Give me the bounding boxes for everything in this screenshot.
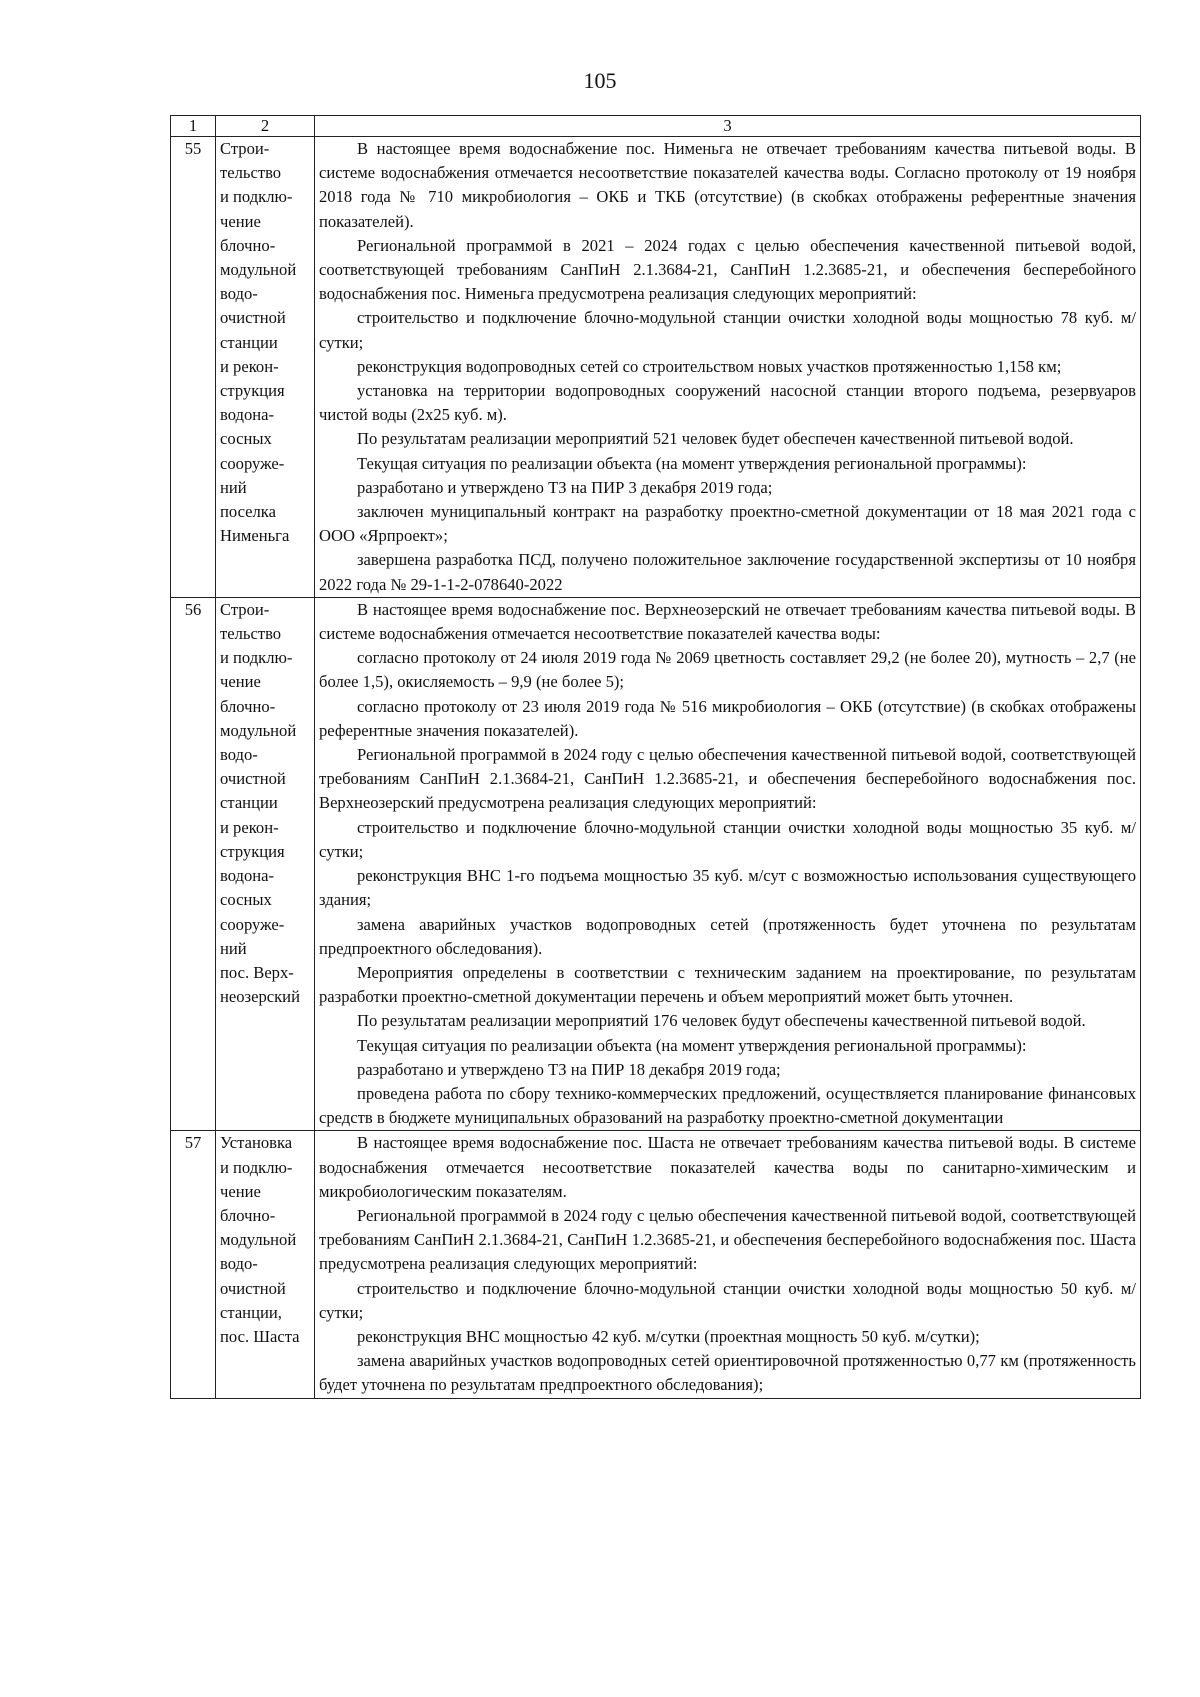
object-name-line: станции — [220, 793, 278, 813]
description-paragraph: разработано и утверждено ТЗ на ПИР 3 декабря 2019 года; — [357, 477, 773, 497]
object-name-line: струкция — [220, 381, 285, 401]
object-name-line: Установка — [220, 1133, 293, 1153]
table-row — [171, 597, 1141, 1130]
object-name-line: водо- — [220, 284, 258, 304]
object-name-line: и рекон- — [220, 356, 279, 376]
object-name — [216, 1131, 315, 1398]
object-name-line: водона- — [220, 866, 275, 886]
description-paragraph: строительство и подключение блочно-модульной станции очистки холодной воды мощностью 35 куб. м/сутки; — [319, 817, 1136, 861]
description — [315, 137, 1141, 598]
object-name-line: чение — [220, 211, 261, 231]
object-name-line: тельство — [220, 624, 282, 644]
header-col-2: 2 — [216, 116, 315, 137]
object-name-line: станции, — [220, 1302, 282, 1322]
description-paragraph: В настоящее время водоснабжение пос. Шаста не отвечает требованиям качества питьевой воды. В системе водоснабжения отмечается несоответствие показателей качества воды по санитарно-химическим и микробиологическим показателям. — [319, 1133, 1136, 1201]
object-name-line: водона- — [220, 405, 275, 425]
object-name-line: очистной — [220, 769, 286, 789]
table-header-row — [171, 116, 1141, 137]
object-name-line: Строи- — [220, 139, 270, 158]
object-name-line: Нименьга — [220, 526, 290, 546]
description-paragraph: разработано и утверждено ТЗ на ПИР 18 декабря 2019 года; — [357, 1059, 781, 1079]
object-name-line: сооруже- — [220, 453, 285, 473]
description-paragraph: замена аварийных участков водопроводных сетей ориентировочной протяженностью 0,77 км (протяженность будет уточнена по результатам предпроектного обследования); — [319, 1351, 1136, 1395]
object-name-line: чение — [220, 672, 261, 692]
description-paragraph: В настоящее время водоснабжение пос. Нименьга не отвечает требованиям качества питьевой воды. В системе водоснабжения отмечается несоответствие показателей качества воды. Согласно протоколу от 19 ноября 2018 года № 710 микробиология – ОКБ и ТКБ (отсутствие) (в скобках отображены референтные значения показателей). — [319, 139, 1136, 231]
object-name-line: и рекон- — [220, 817, 279, 837]
description-paragraph: строительство и подключение блочно-модульной станции очистки холодной воды мощностью 50 куб. м/сутки; — [319, 1278, 1136, 1322]
object-name-line: поселка — [220, 502, 276, 522]
description-paragraph: установка на территории водопроводных сооружений насосной станции второго подъема, резервуаров чистой воды (2x25 куб. м). — [319, 381, 1136, 425]
description-paragraph: проведена работа по сбору технико-коммерческих предложений, осуществляется планирование финансовых средств в бюджете муниципальных образований на разработку проектно-сметной документации — [319, 1083, 1136, 1128]
object-name-line: пос. Верх- — [220, 962, 294, 982]
description-paragraph: замена аварийных участков водопроводных сетей (протяженность будет уточнена по результатам предпроектного обследования). — [319, 914, 1136, 958]
row-number: 55 — [171, 137, 216, 598]
object-name-line: блочно- — [220, 1205, 276, 1225]
description-paragraph: В настоящее время водоснабжение пос. Верхнеозерский не отвечает требованиям качества питьевой воды. В системе водоснабжения отмечается несоответствие показателей качества воды: — [319, 599, 1136, 644]
object-name-line: водо- — [220, 745, 258, 765]
table-row — [171, 1131, 1141, 1398]
object-name-line: ний — [220, 477, 247, 497]
object-name-line: блочно- — [220, 235, 276, 255]
object-name-line: блочно- — [220, 696, 276, 716]
object-name-line: и подклю- — [220, 1157, 293, 1177]
table-row — [171, 137, 1141, 598]
description-paragraph: Региональной программой в 2024 году с целью обеспечения качественной питьевой водой, соответствующей требованиям СанПиН 2.1.3684-21, СанПиН 1.2.3685-21, и обеспечения бесперебойного водоснабжения пос. Верхнеозерский предусмотрена реализация следующих мероприятий: — [319, 745, 1136, 813]
description-paragraph: По результатам реализации мероприятий 521 человек будет обеспечен качественной питьевой водой. — [357, 429, 1074, 449]
object-name-line: водо- — [220, 1254, 258, 1274]
page-number: 105 — [583, 68, 617, 93]
description-paragraph: По результатам реализации мероприятий 176 человек будут обеспечены качественной питьевой водой. — [357, 1011, 1086, 1031]
object-name-line: очистной — [220, 308, 286, 328]
description-paragraph: Текущая ситуация по реализации объекта (на момент утверждения региональной программы): — [357, 1035, 1027, 1055]
object-name-line: модульной — [220, 720, 297, 740]
object-name-line: и подклю- — [220, 187, 293, 207]
object-name-line: чение — [220, 1181, 261, 1201]
description — [315, 597, 1141, 1130]
object-name-line: сосных — [220, 429, 272, 449]
object-name-line: сосных — [220, 890, 272, 910]
header-col-1: 1 — [171, 116, 216, 137]
description-paragraph: Региональной программой в 2024 году с целью обеспечения качественной питьевой водой, соответствующей требованиям СанПиН 2.1.3684-21, СанПиН 1.2.3685-21, и обеспечения бесперебойного водоснабжения пос. Шаста предусмотрена реализация следующих мероприятий: — [319, 1205, 1136, 1274]
description-paragraph: согласно протоколу от 24 июля 2019 года № 2069 цветность составляет 29,2 (не более 20), мутность – 2,7 (не более 1,5), окисляемость – 9,9 (не более 5); — [319, 648, 1136, 692]
description-paragraph: реконструкция водопроводных сетей со строительством новых участков протяженностью 1,158 км; — [357, 356, 1062, 376]
object-name-line: и подклю- — [220, 648, 293, 668]
row-number: 57 — [171, 1131, 216, 1398]
object-name-line: сооруже- — [220, 914, 285, 934]
description-paragraph: Региональной программой в 2021 – 2024 годах с целью обеспечения качественной питьевой водой, соответствующей требованиям СанПиН 2.1.3684-21, СанПиН 1.2.3685-21, и обеспечения бесперебойного водоснабжения пос. Нименьга предусмотрена реализация следующих мероприятий: — [319, 235, 1136, 304]
header-col-3: 3 — [315, 116, 1141, 137]
object-name-line: ний — [220, 938, 247, 958]
object-name-line: тельство — [220, 163, 282, 183]
measures-table — [170, 115, 1141, 1399]
object-name-line: пос. Шаста — [220, 1326, 300, 1346]
description-paragraph: Мероприятия определены в соответствии с техническим заданием на проектирование, по результатам разработки проектно-сметной документации перечень и объем мероприятий может быть уточнен. — [319, 962, 1136, 1007]
object-name-line: Строи- — [220, 599, 270, 619]
object-name — [216, 597, 315, 1130]
description-paragraph: реконструкция ВНС 1-го подъема мощностью 35 куб. м/сут с возможностью использования существующего здания; — [319, 866, 1136, 910]
row-number: 56 — [171, 597, 216, 1130]
description-paragraph: согласно протоколу от 23 июля 2019 года № 516 микробиология – ОКБ (отсутствие) (в скобках отображены референтные значения показателей). — [319, 696, 1136, 740]
description-paragraph: строительство и подключение блочно-модульной станции очистки холодной воды мощностью 78 куб. м/сутки; — [319, 308, 1136, 352]
object-name-line: очистной — [220, 1278, 286, 1298]
description — [315, 1131, 1141, 1398]
description-paragraph: Текущая ситуация по реализации объекта (на момент утверждения региональной программы): — [357, 453, 1027, 473]
object-name-line: струкция — [220, 841, 285, 861]
object-name-line: неозерский — [220, 987, 300, 1007]
object-name-line: модульной — [220, 1230, 297, 1250]
object-name-line: модульной — [220, 260, 297, 280]
description-paragraph: завершена разработка ПСД, получено положительное заключение государственной экспертизы от 10 ноября 2022 года № 29-1-1-2-078640-2022 — [319, 550, 1136, 594]
object-name-line: станции — [220, 332, 278, 352]
description-paragraph: заключен муниципальный контракт на разработку проектно-сметной документации от 18 мая 2021 года с ООО «Ярпроект»; — [319, 502, 1136, 546]
description-paragraph: реконструкция ВНС мощностью 42 куб. м/сутки (проектная мощность 50 куб. м/сутки); — [357, 1326, 980, 1346]
object-name — [216, 137, 315, 598]
